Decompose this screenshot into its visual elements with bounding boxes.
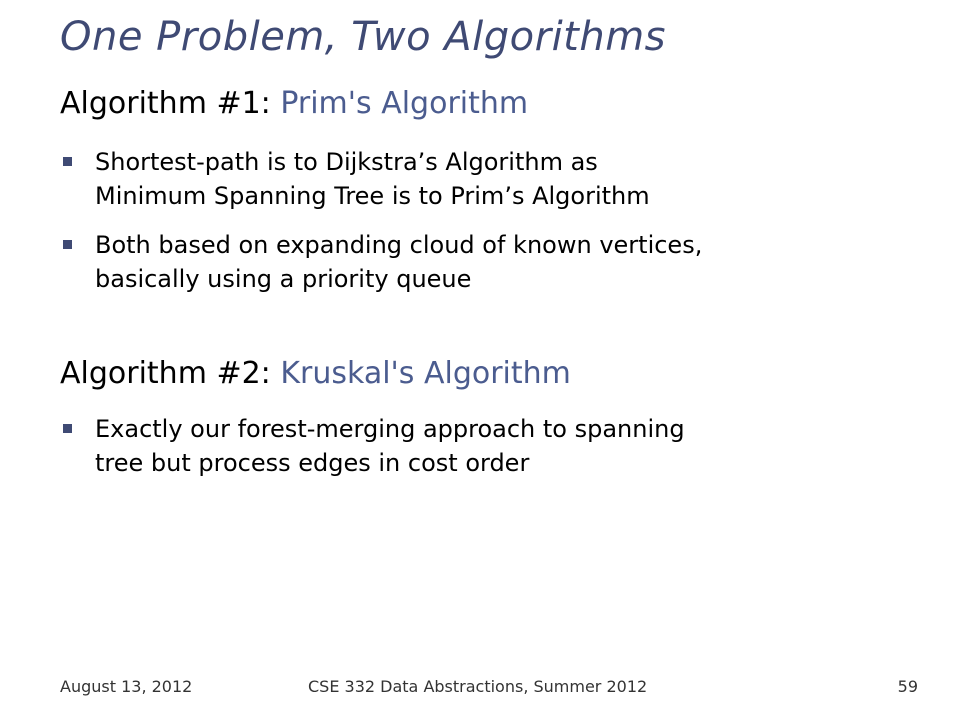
section-heading-algorithm-1 xyxy=(60,86,528,121)
slide-title: One Problem, Two Algorithms xyxy=(60,14,667,60)
square-bullet-icon xyxy=(63,424,72,433)
bullet-item xyxy=(60,228,930,296)
bullet-item xyxy=(60,145,930,213)
section-heading-prefix: Algorithm #1: xyxy=(60,86,281,121)
section-heading-algorithm-2 xyxy=(60,356,571,391)
square-bullet-icon xyxy=(63,240,72,249)
algorithm-name-kruskals: Kruskal's Algorithm xyxy=(280,356,571,391)
bullet-text: Exactly our forest-merging approach to spanning tree but process edges in cost order xyxy=(95,415,685,477)
footer-course: CSE 332 Data Abstractions, Summer 2012 xyxy=(308,677,648,696)
footer-page-number: 59 xyxy=(897,677,918,696)
bullet-item xyxy=(60,412,930,480)
bullet-text: Shortest-path is to Dijkstra’s Algorithm as Minimum Spanning Tree is to Prim’s Algorithm xyxy=(95,148,650,210)
bullet-text: Both based on expanding cloud of known vertices, basically using a priority queue xyxy=(95,231,703,293)
footer-date: August 13, 2012 xyxy=(60,677,193,696)
algorithm-name-prims: Prim's Algorithm xyxy=(280,86,529,121)
square-bullet-icon xyxy=(63,157,72,166)
section-heading-prefix: Algorithm #2: xyxy=(60,356,281,391)
